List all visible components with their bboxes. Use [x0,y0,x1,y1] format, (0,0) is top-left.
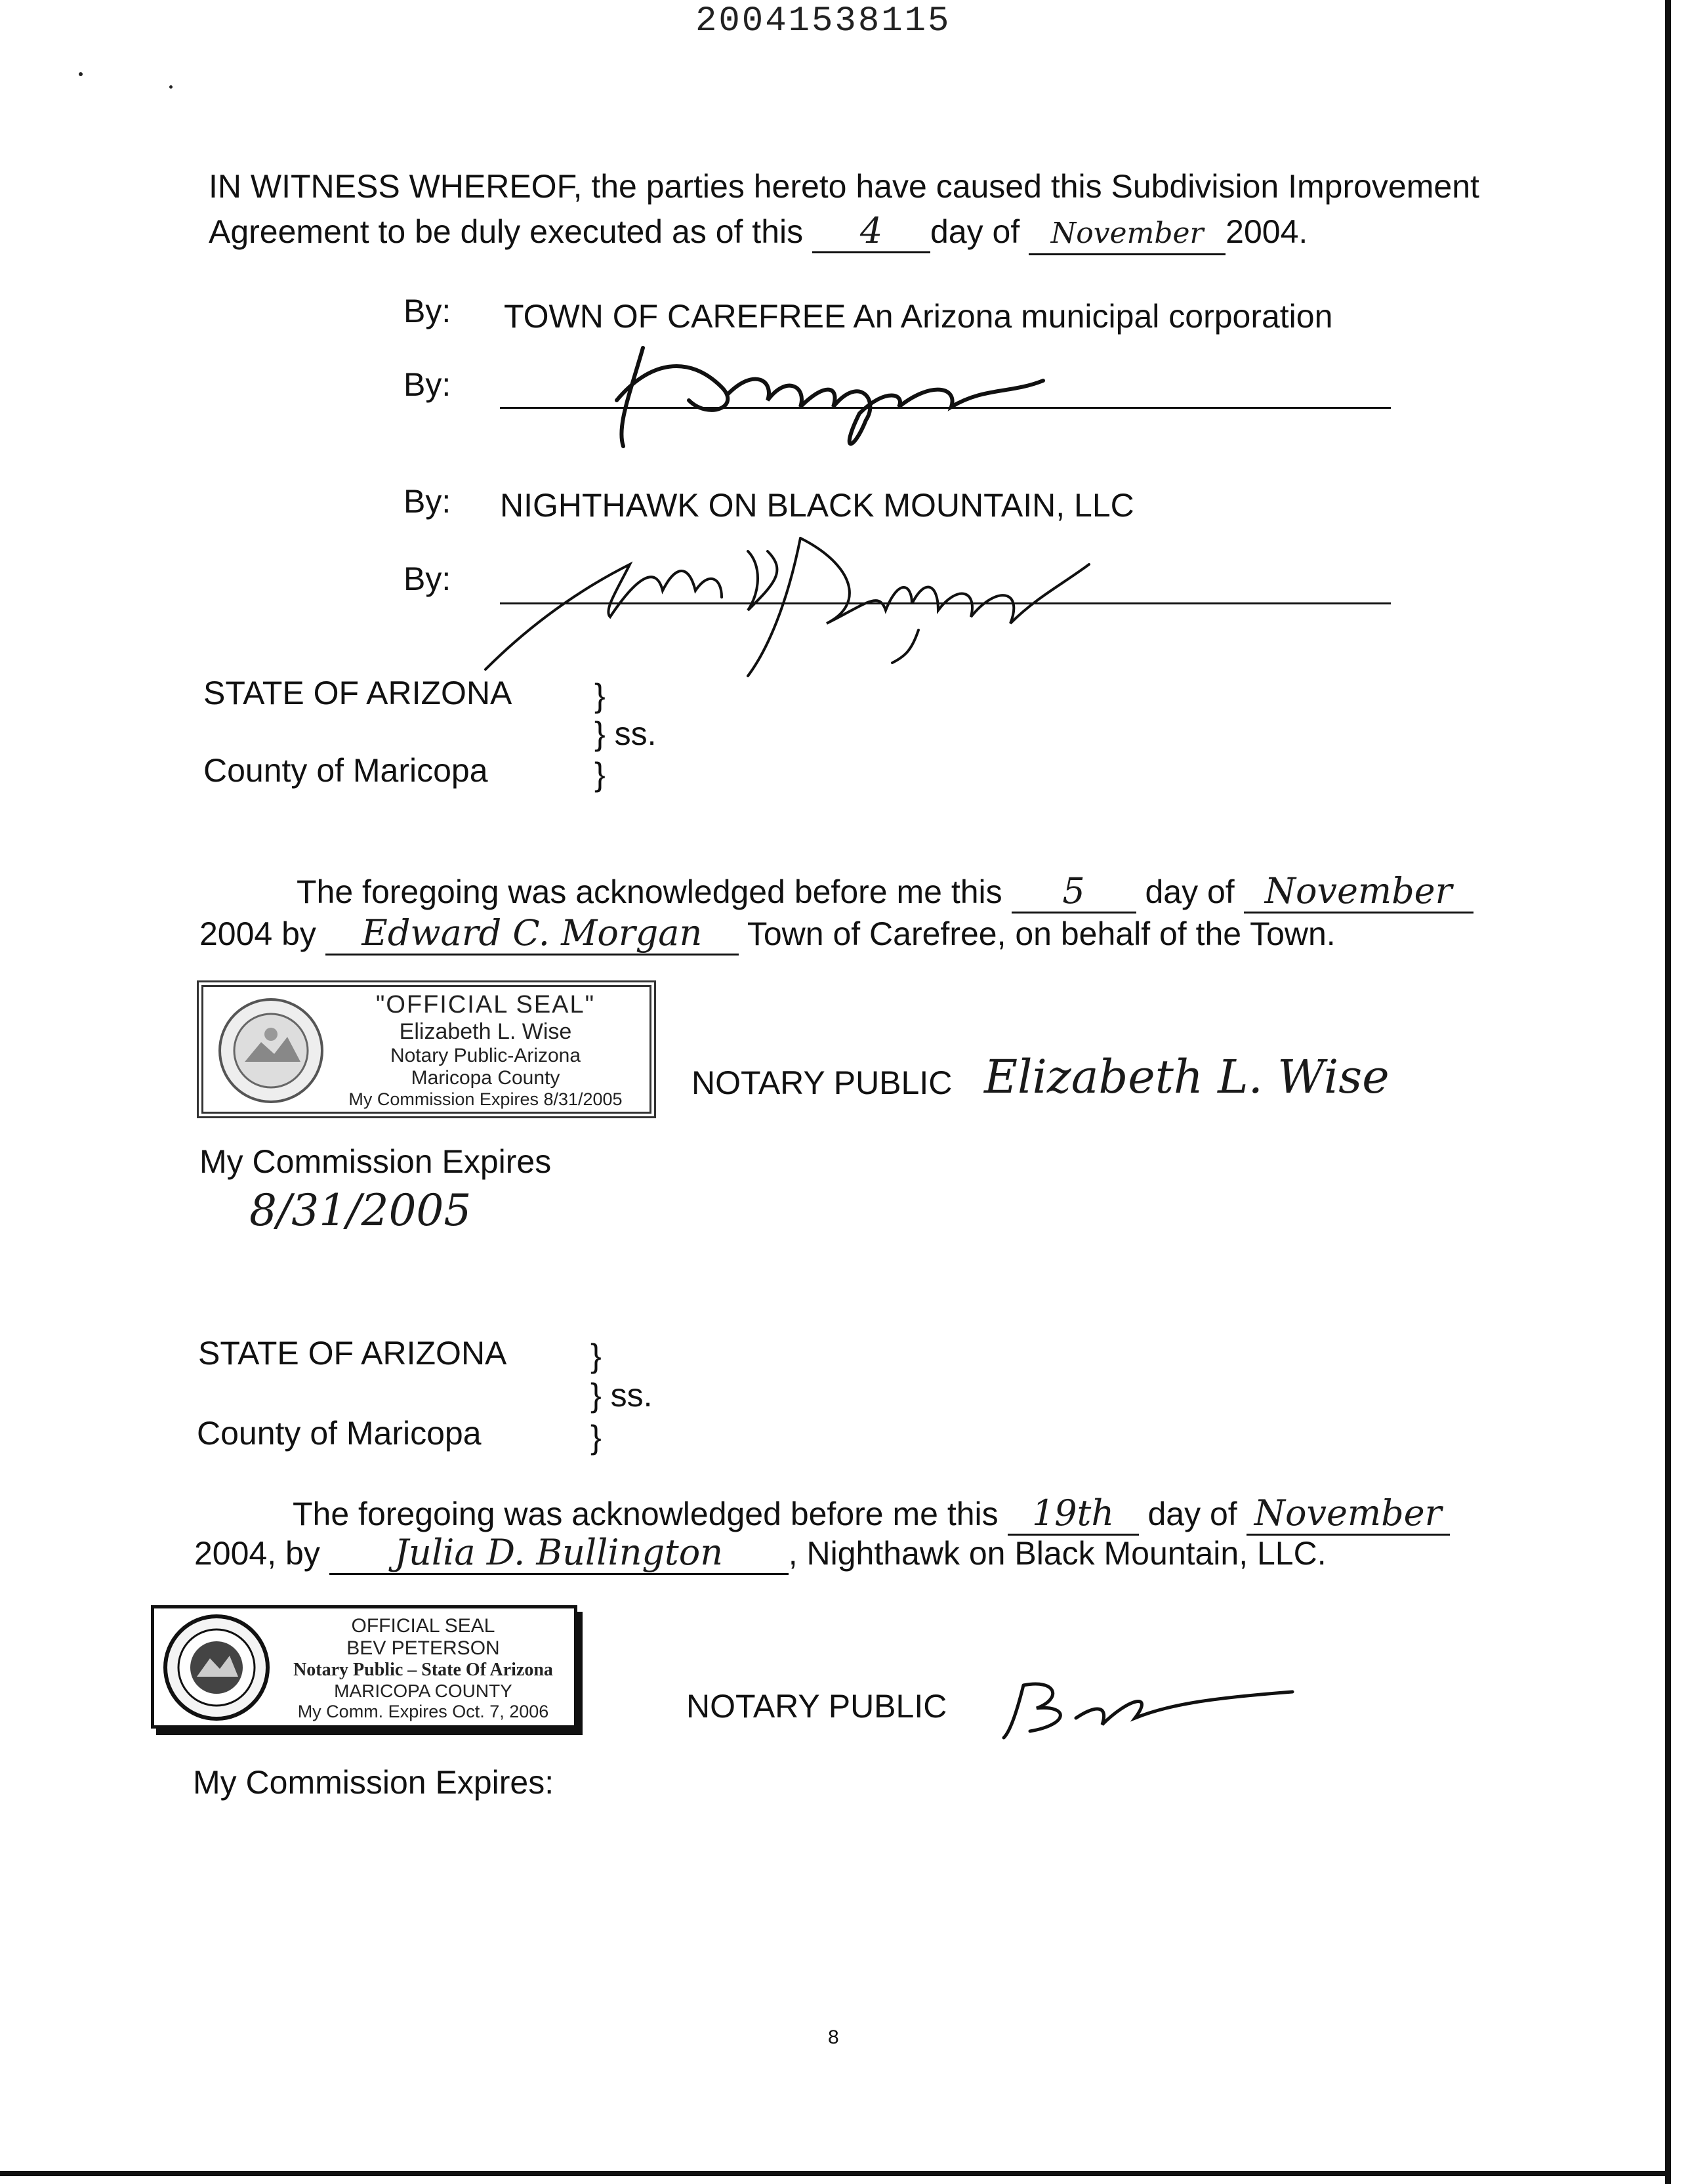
ack1-month-blank [1244,872,1474,914]
notary-signature-wise: Elizabeth L. Wise [984,1050,1390,1104]
arizona-state-seal-icon [215,996,327,1105]
document-number: 20041538115 [695,1,951,41]
seal2-county: MARICOPA COUNTY [334,1681,512,1701]
scan-border-right [1665,0,1671,2184]
seal1-title: "OFFICIAL SEAL" [375,991,596,1018]
county-of-maricopa-2: County of Maricopa [197,1415,482,1452]
seal1-expires: My Commission Expires 8/31/2005 [348,1089,623,1109]
state-of-arizona-1: STATE OF ARIZONA [203,675,512,711]
scan-border-bottom [0,2171,1671,2176]
signature-morgan [590,322,1089,459]
ack2-day-of: day of [1147,1496,1237,1532]
notary-public-label-1: NOTARY PUBLIC [691,1064,953,1101]
execution-day-blank [812,211,930,253]
ack1-prefix: The foregoing was acknowledged before me this [297,873,1002,910]
seal2-role: Notary Public – State Of Arizona [293,1660,553,1680]
by-label-3: By: [403,483,451,520]
ack2-line2-prefix: 2004, by [194,1535,320,1572]
ack1-day: 5 [1062,870,1085,912]
commission-expires-date-1: 8/31/2005 [249,1185,472,1236]
ack2-month-blank [1247,1494,1450,1536]
ack2-day-blank [1008,1494,1139,1536]
seal2-name: BEV PETERSON [346,1637,500,1659]
brace-2b: } [590,1419,602,1456]
ack2-month: November [1254,1492,1442,1534]
seal1-name: Elizabeth L. Wise [399,1019,572,1044]
scan-speck [169,85,173,89]
scan-speck [79,72,83,76]
ack1-name: Edward C. Morgan [361,912,703,954]
brace-1a: } [594,677,606,714]
seal2-title: OFFICIAL SEAL [351,1615,495,1637]
acknowledgment-1-line-1 [297,872,1474,914]
party-town-of-carefree: TOWN OF CAREFREE An Arizona municipal corporation [504,298,1333,335]
arizona-state-seal-icon [161,1612,272,1723]
ss-2: } ss. [590,1377,653,1414]
ack1-month: November [1264,870,1453,912]
seal1-county: Maricopa County [411,1067,560,1089]
ack2-day: 19th [1031,1492,1115,1534]
state-of-arizona-2: STATE OF ARIZONA [198,1335,507,1372]
page-number: 8 [828,2026,839,2048]
seal2-expires: My Comm. Expires Oct. 7, 2006 [297,1702,549,1721]
acknowledgment-2-line-1 [293,1494,1450,1536]
brace-1b: } [594,756,606,793]
execution-day: 4 [859,210,883,251]
by-label-1: By: [403,293,451,329]
witness-line-2-prefix: Agreement to be duly executed as of this [209,213,804,250]
county-of-maricopa-1: County of Maricopa [203,752,488,789]
ack2-name: Julia D. Bullington [394,1532,724,1573]
acknowledgment-2-line-2 [194,1533,1327,1575]
by-label-2: By: [403,366,451,403]
execution-month: November [1050,217,1204,250]
signature-bullington [459,525,1155,682]
notary-signature-peterson [997,1672,1299,1744]
execution-month-blank [1029,212,1226,255]
witness-year: 2004. [1226,213,1308,250]
witness-day-of: day of [930,213,1020,250]
ack2-prefix: The foregoing was acknowledged before me this [293,1496,999,1532]
commission-expires-label-1: My Commission Expires [199,1143,552,1180]
ss-1: } ss. [594,715,657,752]
ack1-line2-prefix: 2004 by [199,915,316,952]
ack1-day-blank [1012,872,1136,914]
ack2-line2-suffix: , Nighthawk on Black Mountain, LLC. [788,1535,1327,1572]
commission-expires-label-2: My Commission Expires: [193,1764,554,1801]
notary-public-label-2: NOTARY PUBLIC [686,1688,947,1725]
witness-line-1: IN WITNESS WHEREOF, the parties hereto have caused this Subdivision Improvement [209,168,1479,205]
party-nighthawk: NIGHTHAWK ON BLACK MOUNTAIN, LLC [500,487,1134,524]
official-seal-peterson [151,1605,577,1729]
witness-line-2 [209,211,1308,255]
ack1-line2-suffix: Town of Carefree, on behalf of the Town. [747,915,1336,952]
ack2-name-blank [329,1533,789,1575]
ack1-name-blank [325,914,739,956]
by-label-4: By: [403,560,451,597]
brace-2a: } [590,1337,602,1374]
official-seal-wise [197,980,656,1118]
acknowledgment-1-line-2 [199,914,1336,956]
ack1-day-of: day of [1145,873,1235,910]
seal1-role: Notary Public-Arizona [390,1045,581,1066]
